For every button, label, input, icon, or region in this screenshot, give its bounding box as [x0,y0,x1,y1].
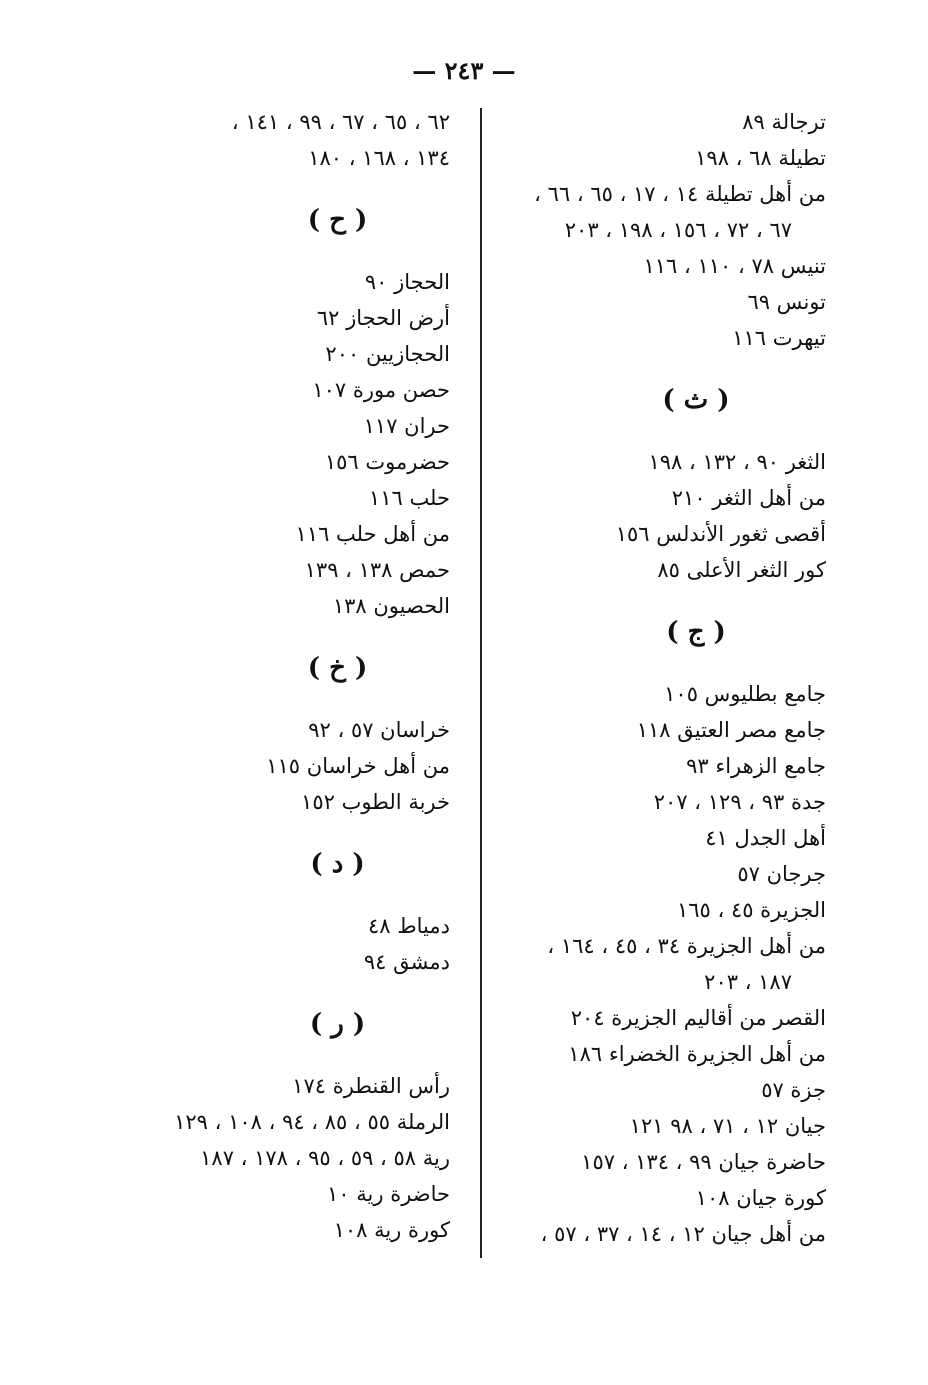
index-entry: جامع بطليوس ١٠٥ [664,682,826,706]
index-entry-continuation: ١٨٧ ، ٢٠٣ [704,970,792,994]
index-entry: الجزيرة ٤٥ ، ١٦٥ [676,898,826,922]
index-entry: الرملة ٥٥ ، ٨٥ ، ٩٤ ، ١٠٨ ، ١٢٩ [174,1110,450,1134]
index-entry: رية ٥٨ ، ٥٩ ، ٩٥ ، ١٧٨ ، ١٨٧ [200,1146,450,1170]
section-letter-heading: ( ث ) [662,385,730,415]
index-entry: جرجان ٥٧ [737,862,826,886]
index-entry: أقصى ثغور الأندلس ١٥٦ [615,522,826,546]
index-entry: ترجالة ٨٩ [742,110,826,134]
index-entry: حمص ١٣٨ ، ١٣٩ [304,558,450,582]
index-entry: حضرموت ١٥٦ [324,450,450,474]
left-column [105,104,450,1248]
index-entry: من أهل جيان ١٢ ، ١٤ ، ٣٧ ، ٥٧ ، [540,1222,826,1246]
index-entry: خراسان ٥٧ ، ٩٢ [308,718,450,742]
index-entry: رأس القنطرة ١٧٤ [292,1074,450,1098]
index-entry: حلب ١١٦ [368,486,450,510]
index-entry: الحصيون ١٣٨ [332,594,450,618]
index-entry: تونس ٦٩ [747,290,826,314]
index-entry: دمياط ٤٨ [368,914,450,938]
index-entry-continuation: ٦٧ ، ٧٢ ، ١٥٦ ، ١٩٨ ، ٢٠٣ [564,218,792,242]
index-entry: ١٣٤ ، ١٦٨ ، ١٨٠ [308,146,450,170]
index-entry: جدة ٩٣ ، ١٢٩ ، ٢٠٧ [653,790,826,814]
index-entry: الثغر ٩٠ ، ١٣٢ ، ١٩٨ [648,450,826,474]
index-entry: تيهرت ١١٦ [732,326,826,350]
section-letter-heading: ( ح ) [307,205,368,235]
index-entry: حران ١١٧ [363,414,450,438]
index-entry: حصن مورة ١٠٧ [312,378,450,402]
index-entry: الحجازيين ٢٠٠ [325,342,450,366]
index-entry: جامع مصر العتيق ١١٨ [636,718,826,742]
index-entry: تطيلة ٦٨ ، ١٩٨ [695,146,826,170]
column-divider [480,108,482,1258]
section-letter-heading: ( د ) [310,849,365,879]
index-entry: جيان ١٢ ، ٧١ ، ٩٨ ١٢١ [629,1114,826,1138]
index-entry: كورة جيان ١٠٨ [695,1186,826,1210]
index-entry: القصر من أقاليم الجزيرة ٢٠٤ [570,1006,826,1030]
index-entry: من أهل تطيلة ١٤ ، ١٧ ، ٦٥ ، ٦٦ ، [534,182,826,206]
index-entry: أهل الجدل ٤١ [705,826,826,850]
index-entry: كورة رية ١٠٨ [333,1218,450,1242]
index-entry: كور الثغر الأعلى ٨٥ [657,558,826,582]
index-entry: الحجاز ٩٠ [364,270,450,294]
index-entry: من أهل الثغر ٢١٠ [671,486,826,510]
right-column [486,104,826,1252]
index-entry: دمشق ٩٤ [363,950,450,974]
index-entry: حاضرة جيان ٩٩ ، ١٣٤ ، ١٥٧ [581,1150,826,1174]
section-letter-heading: ( خ ) [307,653,368,683]
index-entry: من أهل الجزيرة الخضراء ١٨٦ [568,1042,826,1066]
section-letter-heading: ( ر ) [309,1009,366,1039]
index-entry: من أهل خراسان ١١٥ [266,754,450,778]
index-entry: جزة ٥٧ [761,1078,826,1102]
index-entry: جامع الزهراء ٩٣ [686,754,826,778]
index-entry: من أهل الجزيرة ٣٤ ، ٤٥ ، ١٦٤ ، [547,934,826,958]
index-entry: أرض الحجاز ٦٢ [316,306,450,330]
page-number: — ٢٤٣ — [412,56,516,85]
index-entry: حاضرة رية ١٠ [327,1182,450,1206]
section-letter-heading: ( ج ) [666,617,726,647]
index-entry: من أهل حلب ١١٦ [295,522,450,546]
index-entry: خربة الطوب ١٥٢ [301,790,450,814]
index-entry: تنيس ٧٨ ، ١١٠ ، ١١٦ [643,254,826,278]
index-entry: ٦٢ ، ٦٥ ، ٦٧ ، ٩٩ ، ١٤١ ، [231,110,450,134]
